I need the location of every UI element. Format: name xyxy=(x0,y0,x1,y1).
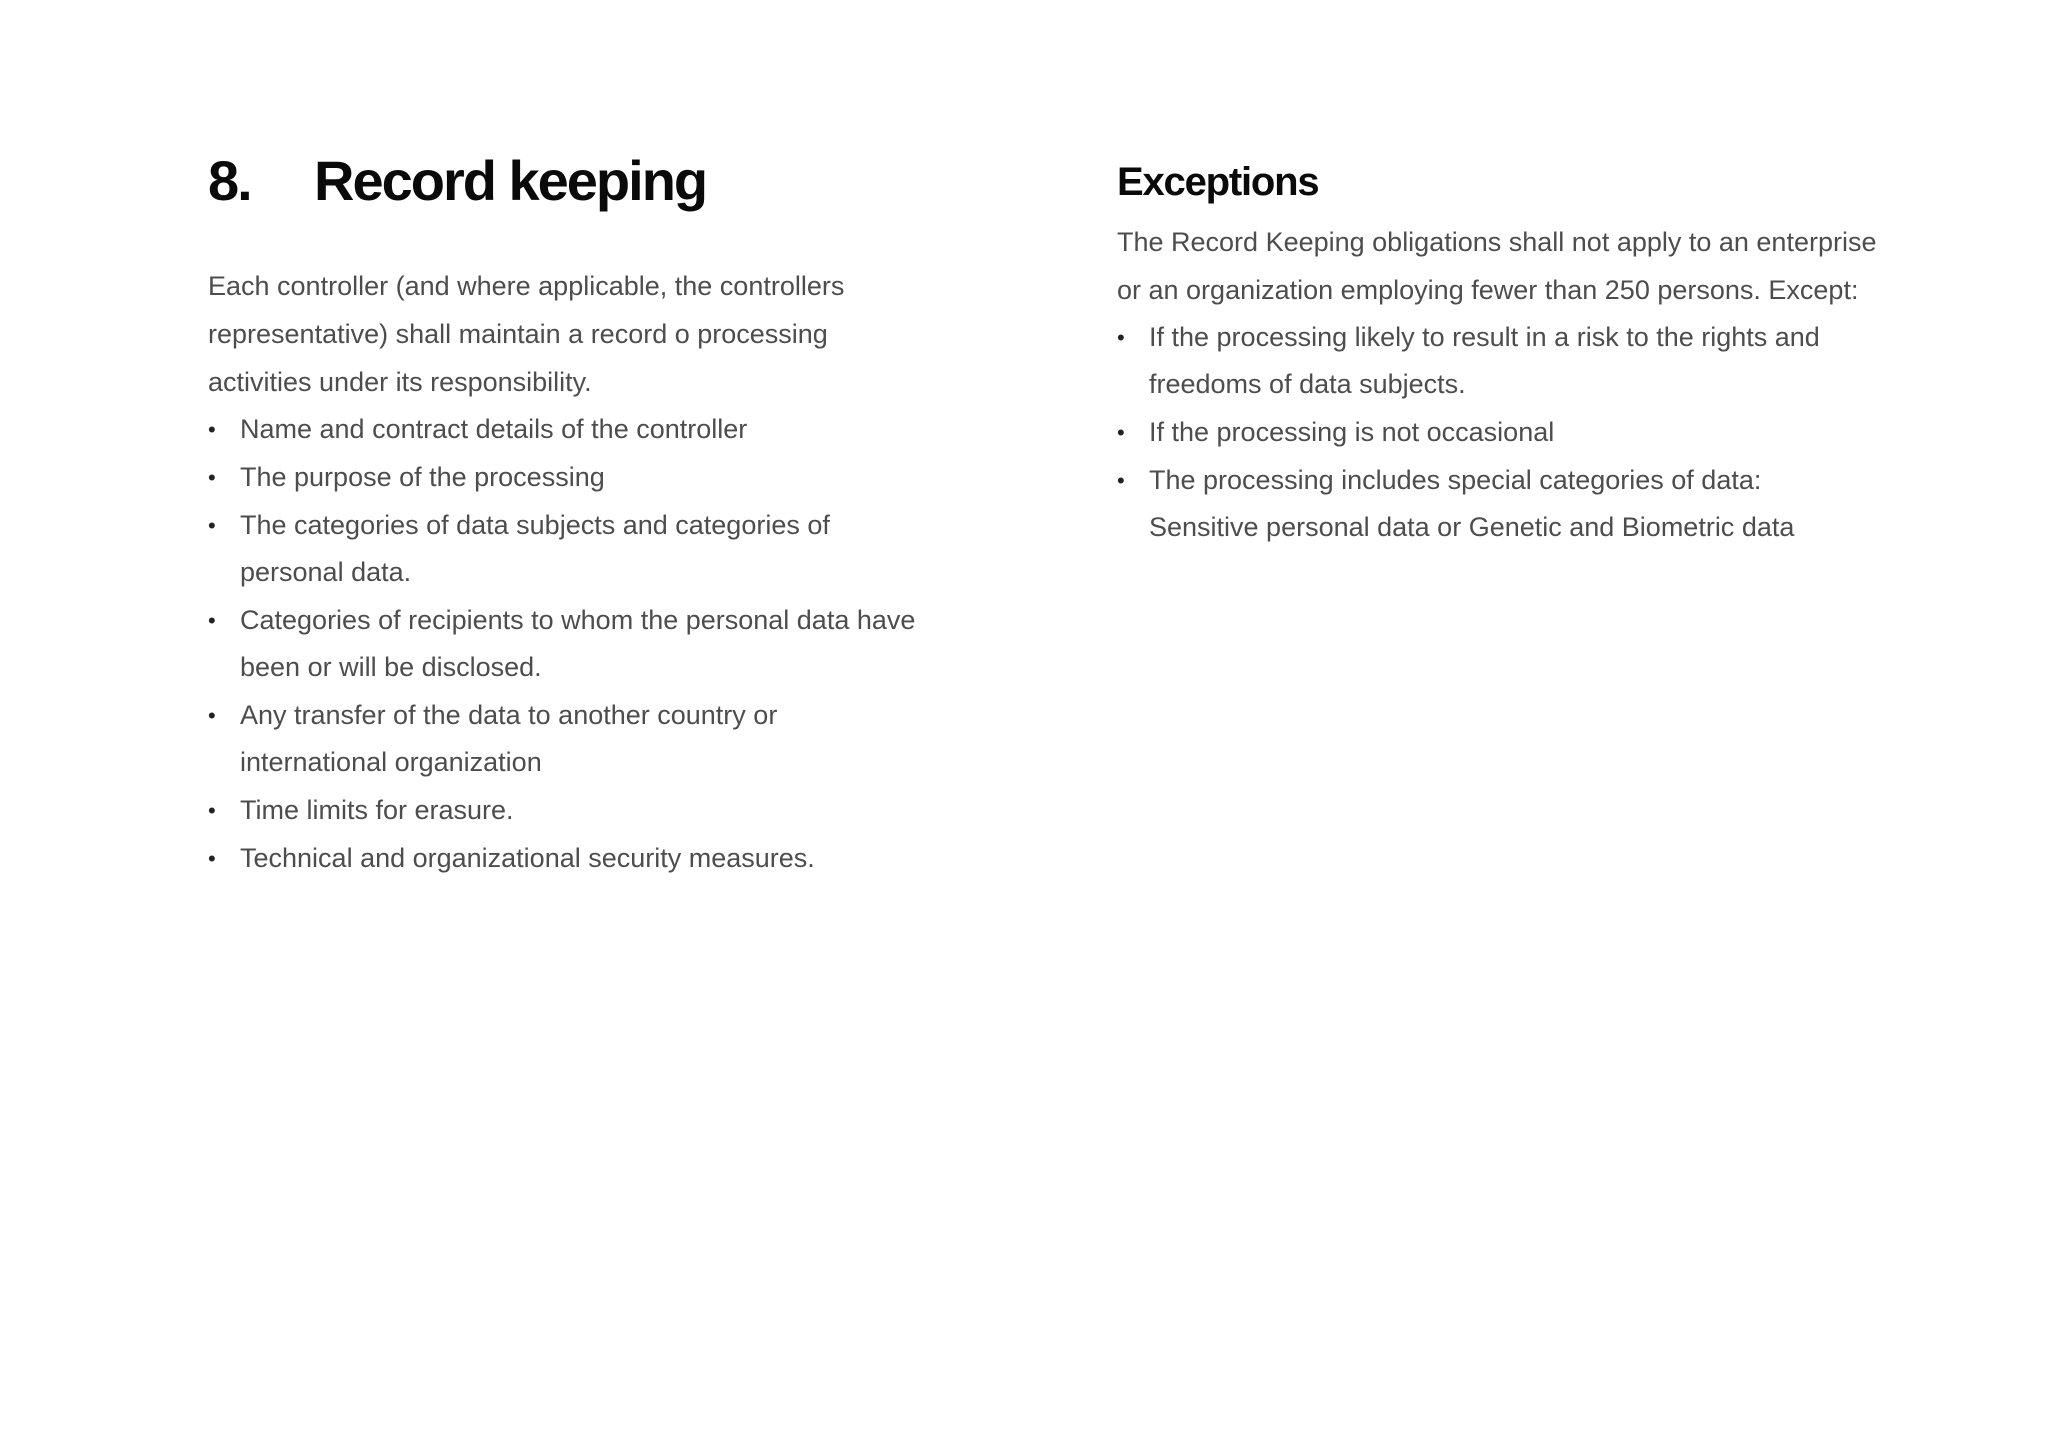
section-number: 8. xyxy=(208,149,251,212)
bullet-icon: • xyxy=(208,512,216,538)
exceptions-paragraph: The Record Keeping obligations shall not apply to an enterprise or an organization employing fewer than 250 persons. Except: xyxy=(1117,227,1877,305)
bullet-icon: • xyxy=(208,845,216,871)
list-item xyxy=(208,597,928,691)
list-item-text: Technical and organizational security measures. xyxy=(240,842,815,873)
exceptions-column xyxy=(1117,158,1877,552)
list-item-text: Time limits for erasure. xyxy=(240,794,514,825)
list-item-text: Any transfer of the data to another country or international organization xyxy=(240,699,778,777)
bullet-icon: • xyxy=(208,416,216,442)
intro-paragraph: Each controller (and where applicable, the controllers representative) shall maintain a record o processing activities under its responsibility. xyxy=(208,270,845,397)
record-requirements-list xyxy=(208,406,928,882)
list-item xyxy=(208,406,928,453)
list-item-text: Name and contract details of the controller xyxy=(240,413,748,444)
bullet-icon: • xyxy=(1117,468,1125,493)
list-item-text: If the processing is not occasional xyxy=(1149,417,1555,447)
list-item-text: Categories of recipients to whom the personal data have been or will be disclosed. xyxy=(240,604,916,682)
bullet-icon: • xyxy=(208,702,216,728)
exceptions-list xyxy=(1117,314,1877,551)
list-item-text: The purpose of the processing xyxy=(240,461,605,492)
list-item xyxy=(208,835,928,882)
list-item xyxy=(208,454,928,501)
list-item xyxy=(1117,409,1877,456)
bullet-icon: • xyxy=(1117,420,1125,445)
list-item xyxy=(208,787,928,834)
list-item-text: The processing includes special categories of data: Sensitive personal data or Genetic and Biometric data xyxy=(1149,465,1795,542)
list-item-text: The categories of data subjects and categories of personal data. xyxy=(240,509,830,587)
list-item xyxy=(1117,457,1877,551)
section-heading xyxy=(208,150,928,212)
list-item xyxy=(208,692,928,786)
bullet-icon: • xyxy=(1117,325,1125,350)
list-item-text: If the processing likely to result in a risk to the rights and freedoms of data subjects. xyxy=(1149,322,1820,399)
exceptions-heading: Exceptions xyxy=(1117,160,1319,204)
bullet-icon: • xyxy=(208,607,216,633)
bullet-icon: • xyxy=(208,797,216,823)
list-item xyxy=(1117,314,1877,408)
list-item xyxy=(208,502,928,596)
bullet-icon: • xyxy=(208,464,216,490)
record-keeping-column xyxy=(208,150,928,883)
section-title: Record keeping xyxy=(314,149,707,212)
